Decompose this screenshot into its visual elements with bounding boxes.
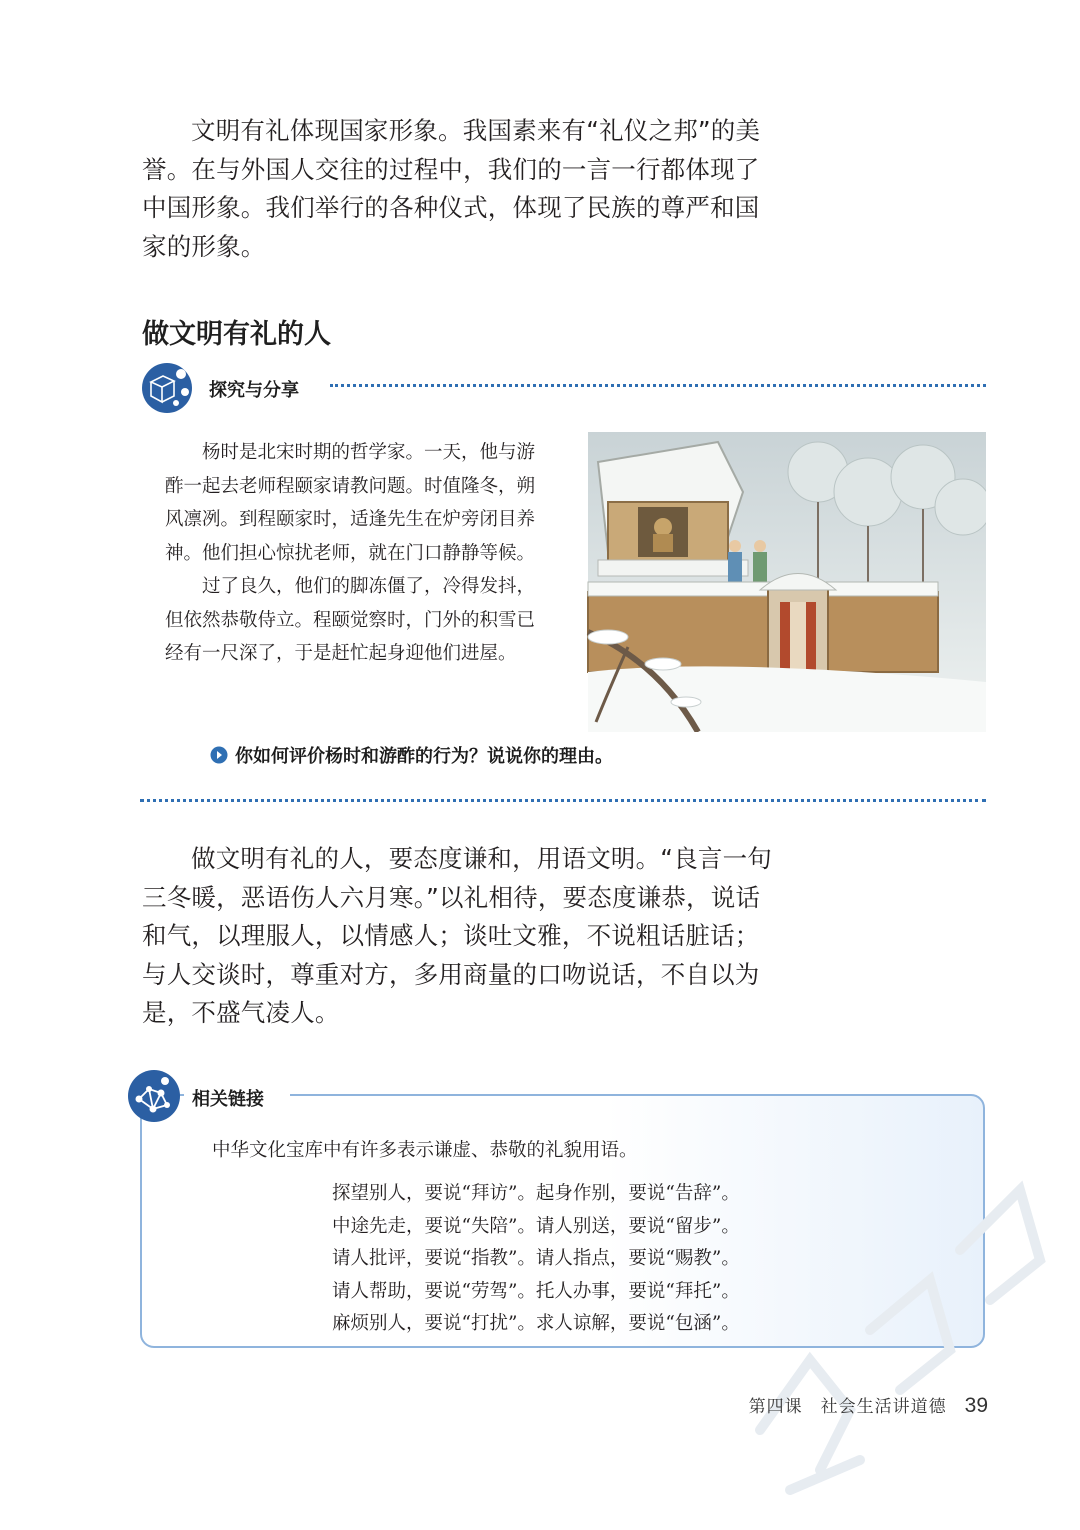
related-link-label: 相关链接 [192, 1089, 264, 1110]
polite-phrases-list [332, 1178, 740, 1341]
page-footer [749, 1392, 988, 1418]
cube-molecule-icon [141, 362, 193, 414]
related-link-intro: 中华文化宝库中有许多表示谦虚、恭敬的礼貌用语。 [212, 1140, 638, 1161]
list-item: 中途先走，要说“失陪”。请人别送，要说“留步”。 [332, 1215, 740, 1237]
snow-scene-illustration [568, 432, 986, 732]
civility-paragraph: 做文明有礼的人，要态度谦和，用语文明。“良言一句三冬暖，恶语伤人六月寒。”以礼相待，要态度谦恭，说话和气，以理服人，以情感人；谈吐文雅，不说粗话脏话；与人交谈时，尊重对方，多用商量的口吻说话，不自以为是，不盛气凌人。 [142, 844, 772, 1027]
story-paragraph: 杨时是北宋时期的哲学家。一天，他与游酢一起去老师程颐家请教问题。时值隆冬，朔风凛冽。到程颐家时，适逢先生在炉旁闭目养神。他们担心惊扰老师，就在门口静静等候。 [165, 442, 536, 564]
list-item: 探望别人，要说“拜访”。起身作别，要说“告辞”。 [332, 1183, 740, 1204]
related-link-badge [127, 1069, 181, 1127]
footer-chapter: 第四课 社会生活讲道德 [748, 1397, 947, 1417]
question-text: 你如何评价杨时和游酢的行为？说说你的理由。 [235, 746, 613, 767]
network-icon [127, 1069, 181, 1123]
explore-badge [141, 362, 193, 418]
intro-paragraph: 文明有礼体现国家形象。我国素来有“礼仪之邦”的美誉。在与外国人交往的过程中，我们的一言一行都体现了中国形象。我们举行的各种仪式，体现了民族的尊严和国家的形象。 [142, 116, 761, 261]
page-number: 39 [964, 1394, 988, 1417]
explore-top-divider [330, 384, 986, 387]
arrow-bullet-icon [210, 746, 228, 764]
list-item: 麻烦别人，要说“打扰”。求人谅解，要说“包涵”。 [332, 1313, 740, 1334]
explore-label: 探究与分享 [209, 380, 299, 401]
list-item: 请人批评，要说“指教”。请人指点，要说“赐教”。 [332, 1248, 740, 1269]
list-item: 请人帮助，要说“劳驾”。托人办事，要说“拜托”。 [332, 1280, 740, 1302]
discussion-question [210, 742, 613, 768]
explore-bottom-divider [140, 799, 986, 802]
story-text [165, 436, 540, 671]
story-paragraph: 过了良久，他们的脚冻僵了，冷得发抖，但依然恭敬侍立。程颐觉察时，门外的积雪已经有一尺深了，于是赶忙起身迎他们进屋。 [165, 576, 536, 664]
section-title: 做文明有礼的人 [142, 319, 331, 350]
